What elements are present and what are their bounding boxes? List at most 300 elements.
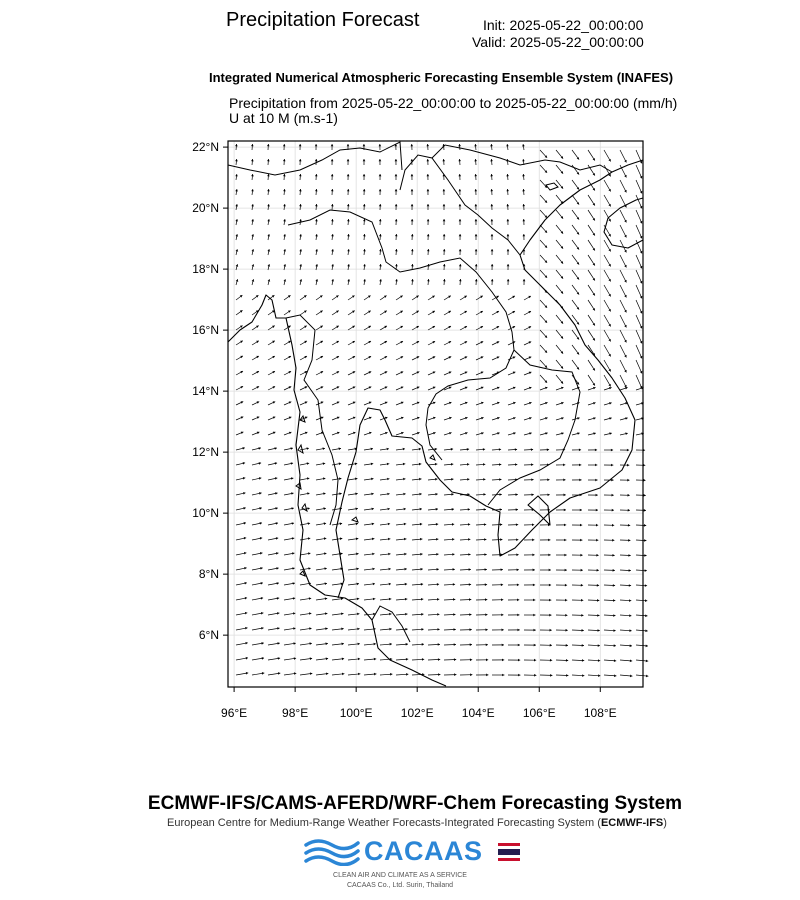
wind-arrow — [508, 372, 515, 376]
wind-arrow — [395, 249, 398, 255]
wind-arrow — [572, 255, 579, 265]
wind-arrow — [284, 462, 293, 465]
wind-arrow — [252, 522, 262, 525]
wind-arrow — [556, 270, 563, 279]
wind-arrow — [363, 204, 366, 210]
wind-arrow — [412, 478, 422, 481]
wind-arrow — [332, 673, 344, 676]
wind-arrow — [268, 326, 275, 330]
wind-arrow — [476, 628, 488, 631]
wind-arrow — [379, 219, 382, 225]
wind-arrow — [396, 658, 408, 661]
wind-arrow — [364, 538, 374, 541]
wind-arrow — [572, 524, 582, 527]
wind-arrow — [444, 463, 453, 466]
wind-arrow — [492, 629, 504, 632]
wind-arrow — [236, 341, 243, 345]
wind-arrow — [476, 644, 488, 647]
wind-arrow — [252, 537, 262, 540]
wind-arrow — [316, 447, 325, 450]
wind-arrow — [427, 159, 430, 165]
wind-arrow — [284, 417, 291, 421]
wind-arrow — [444, 583, 455, 586]
wind-arrow — [411, 249, 414, 255]
wind-arrow — [332, 371, 339, 375]
wind-arrow — [508, 629, 520, 632]
wind-arrow — [572, 285, 579, 295]
wind-arrow — [380, 598, 391, 601]
wind-arrow — [412, 326, 419, 330]
wind-arrow — [412, 643, 424, 646]
wind-arrow — [572, 674, 584, 677]
wind-arrow — [620, 554, 631, 557]
wind-arrow — [284, 341, 291, 345]
wind-arrow — [331, 204, 334, 210]
wind-arrow — [300, 462, 309, 465]
wind-arrow — [379, 159, 382, 165]
wind-arrow — [636, 539, 646, 542]
wind-arrow — [540, 629, 552, 632]
wind-arrow — [251, 219, 254, 225]
wind-arrow — [236, 432, 243, 435]
wind-arrow — [540, 195, 547, 203]
wind-arrow — [524, 659, 536, 662]
wind-arrow — [332, 341, 339, 345]
wind-arrow — [284, 612, 295, 615]
wind-arrow — [476, 356, 483, 360]
wind-arrow — [428, 583, 439, 586]
wind-arrow — [299, 204, 302, 210]
wind-arrow — [348, 643, 360, 646]
wind-arrow — [380, 371, 387, 375]
wind-arrow — [363, 174, 366, 180]
wind-arrow — [300, 432, 308, 435]
wind-arrow — [460, 448, 469, 451]
wind-arrow — [620, 180, 627, 193]
wind-arrow — [315, 174, 318, 180]
system-title: ECMWF-IFS/CAMS-AFERD/WRF-Chem Forecasting System — [147, 793, 683, 814]
wind-arrow — [492, 478, 502, 481]
wind-arrow — [332, 643, 344, 646]
wind-arrow — [620, 300, 627, 313]
wind-arrow — [300, 567, 311, 570]
wind-arrow — [268, 279, 271, 285]
wind-arrow — [428, 523, 438, 526]
wind-arrow — [588, 449, 597, 452]
wind-arrow — [604, 449, 613, 452]
wind-arrow — [540, 210, 547, 218]
wind-arrow — [252, 612, 263, 615]
wind-arrow — [444, 417, 452, 420]
wind-arrow — [300, 341, 307, 345]
wind-arrow — [588, 330, 595, 341]
wind-arrow — [556, 285, 563, 294]
wind-arrow — [316, 311, 323, 315]
wind-arrow — [380, 508, 390, 511]
wind-arrow — [460, 598, 471, 601]
wind-arrow — [300, 279, 303, 285]
wind-arrow — [252, 657, 264, 660]
wind-arrow — [347, 234, 350, 240]
wind-arrow — [620, 494, 630, 497]
wind-arrow — [556, 225, 563, 234]
wind-arrow — [380, 538, 390, 541]
wind-arrow — [236, 279, 239, 285]
wind-arrow — [604, 387, 612, 390]
wind-arrow — [300, 356, 307, 360]
wind-arrow — [508, 463, 517, 466]
wind-arrow — [507, 249, 510, 255]
wind-arrow — [572, 150, 579, 160]
wind-arrow — [636, 675, 648, 678]
wind-arrow — [620, 210, 627, 223]
wind-arrow — [428, 538, 438, 541]
wind-arrow — [572, 300, 579, 310]
tagline: CLEAN AIR AND CLIMATE AS A SERVICE — [333, 872, 467, 879]
wind-arrow — [364, 523, 374, 526]
wind-arrow — [508, 599, 519, 602]
wind-arrow — [411, 189, 414, 195]
wind-arrow — [507, 279, 510, 285]
wind-arrow — [556, 417, 564, 420]
wind-arrow — [444, 311, 451, 315]
wind-arrow — [460, 553, 471, 556]
wind-arrow — [300, 311, 307, 316]
wind-arrow — [508, 659, 520, 662]
wind-arrow — [588, 270, 595, 281]
wind-arrow — [364, 658, 376, 661]
wind-arrow — [492, 659, 504, 662]
wind-arrow — [284, 657, 296, 660]
wind-arrow — [588, 150, 595, 161]
wind-arrow — [556, 330, 563, 339]
wind-arrow — [428, 673, 440, 676]
wind-arrow — [444, 296, 451, 300]
wind-arrow — [331, 234, 334, 240]
wind-arrow — [284, 522, 294, 525]
wind-arrow — [236, 310, 243, 315]
wind-arrow — [636, 210, 642, 224]
wind-arrow — [379, 174, 382, 180]
wind-arrow — [476, 432, 484, 435]
wind-arrow — [364, 402, 371, 406]
wind-arrow — [540, 150, 547, 158]
wind-arrow — [268, 417, 275, 421]
wind-arrow — [523, 234, 526, 240]
wind-arrow — [411, 234, 414, 240]
wind-arrow — [492, 417, 500, 420]
lat-label: 18°N — [192, 262, 219, 277]
wind-arrow — [524, 493, 534, 496]
lon-label: 102°E — [400, 706, 434, 720]
wind-arrow — [508, 432, 516, 435]
wind-arrow — [316, 341, 323, 345]
wind-arrow — [396, 371, 403, 375]
wind-arrow — [252, 416, 259, 420]
wind-arrow — [364, 568, 375, 571]
wind-arrow — [396, 523, 406, 526]
wind-arrow — [428, 643, 440, 646]
wind-arrow — [380, 356, 387, 360]
wind-arrow — [556, 240, 563, 249]
wind-arrow — [316, 417, 323, 420]
wind-arrow — [252, 567, 263, 570]
wind-arrow — [364, 598, 375, 601]
wind-arrow — [540, 569, 551, 572]
wind-arrow — [604, 659, 616, 662]
wind-arrow — [428, 387, 435, 391]
wind-arrow — [444, 356, 451, 360]
wind-arrow — [300, 612, 311, 615]
wind-arrow — [460, 372, 467, 376]
wind-arrow — [348, 448, 357, 451]
wind-arrow — [476, 538, 486, 541]
wind-arrow — [444, 628, 456, 631]
wind-arrow — [348, 386, 355, 390]
wind-arrow — [380, 326, 387, 330]
wind-arrow — [315, 189, 318, 195]
wind-arrow — [475, 189, 478, 195]
wind-arrow — [380, 523, 390, 526]
wind-arrow — [284, 477, 293, 480]
wind-arrow — [236, 552, 246, 555]
wind-arrow — [476, 553, 487, 556]
wind-arrow — [428, 508, 438, 511]
wind-arrow — [620, 150, 627, 163]
wind-arrow — [460, 673, 472, 676]
wind-arrow — [556, 644, 568, 647]
wind-arrow — [604, 417, 612, 420]
wind-arrow — [316, 386, 323, 390]
wind-arrow — [475, 279, 478, 285]
wind-arrow — [540, 240, 547, 248]
wind-arrow — [508, 387, 516, 390]
wind-arrow — [252, 462, 261, 465]
wind-arrow — [380, 643, 392, 646]
wind-arrow — [444, 493, 454, 496]
company-name: CACAAS Co., Ltd. Surin, Thailand — [346, 882, 454, 889]
wind-arrow — [556, 387, 564, 390]
wind-arrow — [268, 492, 278, 495]
wind-arrow — [316, 371, 323, 375]
wind-arrow — [492, 644, 504, 647]
wind-arrow — [444, 568, 455, 571]
wind-arrow — [540, 360, 547, 368]
wind-arrow — [508, 448, 517, 451]
wind-arrow — [556, 150, 563, 159]
wind-arrow — [588, 599, 599, 602]
wind-arrow — [524, 372, 531, 375]
wind-arrow — [236, 371, 243, 375]
wind-arrow — [252, 249, 255, 255]
wind-arrow — [444, 508, 454, 511]
wind-arrow — [267, 189, 270, 195]
wind-arrow — [411, 204, 414, 210]
wind-arrow — [476, 372, 483, 376]
wind-arrow — [236, 582, 247, 585]
wind-arrow — [476, 387, 483, 390]
wind-arrow — [252, 552, 263, 555]
wind-arrow — [284, 582, 295, 585]
wind-arrow — [620, 660, 632, 663]
wind-arrow — [524, 326, 531, 330]
wind-arrow — [459, 279, 462, 285]
wind-arrow — [588, 464, 597, 467]
wind-arrow — [588, 240, 595, 251]
wind-arrow — [636, 449, 645, 452]
wind-arrow — [556, 629, 568, 632]
wind-arrow — [444, 673, 456, 676]
wind-arrow — [268, 627, 280, 630]
lat-label: 8°N — [198, 567, 219, 582]
wind-arrow — [444, 658, 456, 661]
wind-arrow — [236, 386, 243, 390]
wind-arrow — [636, 629, 648, 632]
wind-arrow — [556, 584, 567, 587]
wind-arrow — [540, 387, 548, 390]
wind-arrow — [476, 568, 487, 571]
wind-arrow — [364, 448, 373, 451]
wind-arrow — [620, 360, 627, 373]
vietnam-china-border — [432, 145, 612, 172]
wind-arrow — [476, 583, 487, 586]
wind-arrow — [540, 554, 551, 557]
wind-arrow — [268, 567, 279, 570]
lat-label: 20°N — [192, 201, 219, 216]
wind-arrow — [475, 204, 478, 210]
wind-arrow — [252, 507, 262, 510]
wind-arrow — [396, 643, 408, 646]
wind-arrow — [460, 628, 472, 631]
wind-arrow — [620, 509, 630, 512]
wind-arrow — [428, 493, 438, 496]
wind-arrow — [380, 628, 392, 631]
wind-arrow — [572, 165, 579, 175]
wind-arrow — [348, 356, 355, 360]
wind-arrow — [284, 567, 295, 570]
wind-arrow — [348, 583, 359, 586]
wind-arrow — [475, 234, 478, 240]
wind-arrow — [268, 477, 277, 480]
wind-arrow — [236, 477, 245, 480]
wind-arrow — [348, 538, 358, 541]
wind-arrow — [332, 326, 339, 330]
wind-arrow — [284, 386, 291, 390]
wind-arrow — [268, 386, 275, 390]
wind-arrow — [427, 234, 430, 240]
wind-arrow — [396, 387, 403, 391]
wind-arrow — [444, 613, 456, 616]
wind-arrow — [524, 599, 535, 602]
wind-arrow — [540, 644, 552, 647]
wind-arrow — [491, 204, 494, 210]
wind-arrow — [524, 432, 532, 435]
wind-arrow — [476, 448, 485, 451]
wind-arrow — [588, 629, 600, 632]
wind-arrow — [363, 234, 366, 240]
wind-arrow — [396, 673, 408, 676]
wind-arrow — [522, 174, 525, 180]
wind-arrow — [620, 614, 632, 617]
wind-arrow — [379, 279, 382, 285]
wind-arrow — [620, 584, 631, 587]
wind-arrow — [460, 463, 469, 466]
wind-arrow — [636, 599, 647, 602]
wind-arrow — [444, 448, 453, 451]
wind-arrow — [316, 477, 325, 480]
wind-arrow — [380, 448, 389, 451]
thailand-laos-border — [288, 210, 514, 460]
wind-arrow — [492, 402, 500, 405]
map-frame — [228, 141, 643, 687]
wind-arrow — [236, 249, 239, 255]
cambodia-vietnam-border — [488, 350, 580, 505]
wind-arrow — [572, 614, 584, 617]
wind-arrow — [348, 432, 356, 435]
wind-arrow — [636, 614, 648, 617]
wind-arrow — [474, 159, 477, 165]
wind-arrow — [348, 417, 355, 420]
wind-arrow — [268, 522, 278, 525]
wind-arrow — [492, 356, 499, 360]
wind-arrow — [540, 448, 549, 451]
wind-arrow — [252, 492, 262, 495]
wind-arrow — [540, 375, 547, 383]
wind-arrow — [252, 672, 264, 675]
wind-arrow — [556, 659, 568, 662]
wind-arrow — [283, 204, 286, 210]
wind-arrow — [236, 295, 242, 300]
wind-arrow — [442, 159, 445, 165]
wind-arrow — [268, 447, 277, 450]
wind-arrow — [620, 330, 627, 343]
wind-arrow — [492, 326, 499, 330]
wind-arrow — [476, 417, 484, 420]
wind-arrow — [331, 159, 334, 165]
wind-arrow — [588, 432, 596, 435]
wind-arrow — [620, 285, 627, 298]
wind-arrow — [427, 249, 430, 255]
wind-arrow — [572, 644, 584, 647]
wind-arrow — [588, 402, 596, 405]
wind-arrow — [395, 174, 398, 180]
wind-arrow — [508, 584, 519, 587]
wind-arrow — [300, 326, 307, 330]
wind-arrow — [604, 180, 611, 192]
wind-arrow — [347, 249, 350, 255]
wind-arrow — [444, 538, 454, 541]
wind-arrow — [396, 417, 404, 420]
wind-arrow — [460, 296, 467, 300]
wind-arrow — [556, 524, 566, 527]
wind-arrow — [540, 330, 547, 338]
wind-arrow — [412, 296, 419, 300]
wind-arrow — [620, 225, 627, 238]
thailand-flag-icon — [498, 843, 520, 861]
wind-arrow — [604, 644, 616, 647]
precip-field-label: Precipitation from 2025-05-22_00:00:00 to 2025-05-22_00:00:00 (mm/h) — [229, 95, 678, 111]
wind-arrow — [636, 225, 642, 239]
wind-arrow — [443, 279, 446, 285]
wind-arrow — [522, 204, 525, 210]
wind-arrow — [252, 432, 259, 435]
wind-arrow — [476, 493, 486, 496]
wind-arrow — [604, 375, 611, 387]
island — [296, 483, 301, 489]
wind-arrow — [380, 341, 387, 345]
wind-arrow — [636, 524, 646, 527]
wind-arrow — [268, 310, 275, 315]
